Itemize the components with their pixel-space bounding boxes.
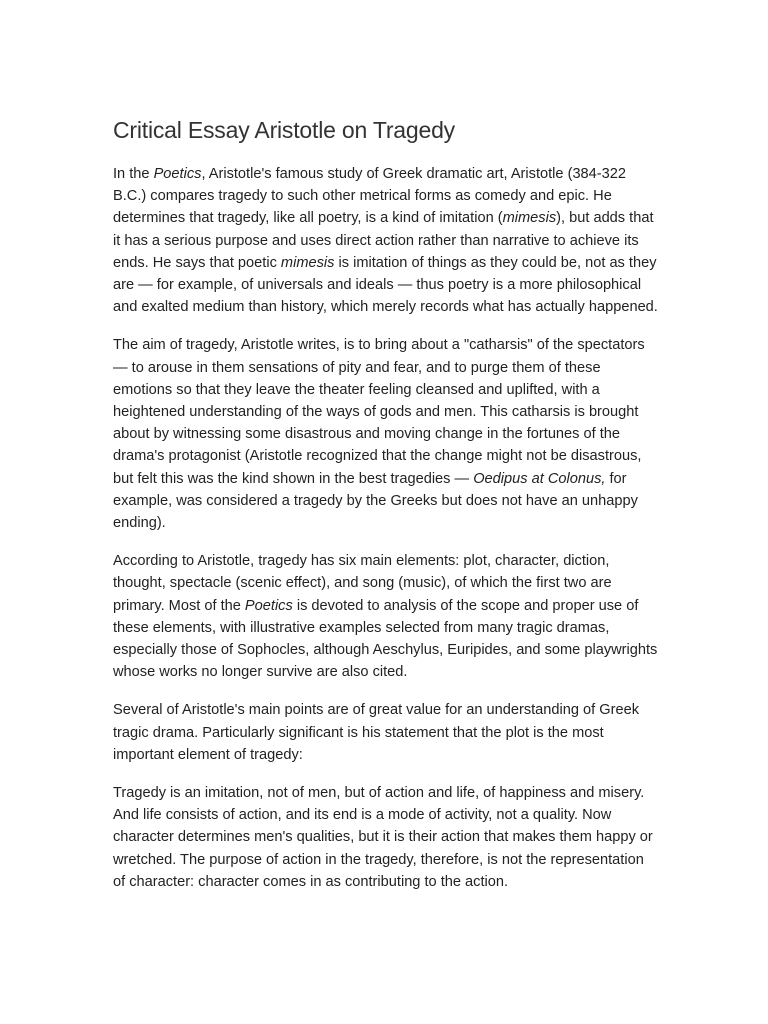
paragraph-4 — [113, 699, 658, 766]
paragraph-text: is imitation of things as they could be, not as they are — for example, of universals and ideals — thus poetry is a more philosophical and exalted medium than history, which merely records what has actually happened. — [113, 254, 658, 316]
paragraph-1 — [113, 163, 658, 318]
paragraph-text: According to Aristotle, tragedy has six main elements: plot, character, diction, thought, spectacle (scenic effect), and song (music), of which the first two are primary. Most of the — [113, 553, 612, 614]
page-title: Critical Essay Aristotle on Tragedy — [113, 117, 455, 143]
paragraph-text: ), but adds that it has a serious purpose and uses direct action rather than narrative to achieve its ends. He says that poetic — [113, 210, 654, 271]
paragraph-text: is devoted to analysis of the scope and proper use of these elements, with illustrative examples selected from many tragic dramas, especially those of Sophocles, although Aeschylus, Euripides, and some playwrights whose works no longer survive are also cited. — [113, 597, 658, 681]
paragraph-text: The aim of tragedy, Aristotle writes, is to bring about a "catharsis" of the spectators — to arouse in them sensations of pity and fear, and to purge them of these emotions so that they leave the theater feeling cleansed and uplifted, with a heightened understanding of the ways of gods and men. This catharsis is brought about by witnessing some disastrous and moving change in the fortunes of the drama's protagonist (Aristotle recognized that the change might not be disastrous, but felt this was the kind shown in the best tragedies — — [113, 337, 645, 487]
paragraph-text: Several of Aristotle's main points are of great value for an understanding of Greek tragic drama. Particularly significant is his statement that the plot is the most important element of tragedy: — [113, 702, 640, 763]
paragraph-text: In the — [113, 166, 154, 182]
paragraph-3 — [113, 550, 658, 683]
paragraph-text: for example, was considered a tragedy by the Greeks but does not have an unhappy ending). — [113, 470, 638, 532]
paragraph-text: Tragedy is an imitation, not of men, but of action and life, of happiness and misery. And life consists of action, and its end is a mode of activity, not a quality. Now character determines men's qualities, but it is their action that makes them happy or wretched. The purpose of action in the tragedy, therefore, is not the representation of character: character comes in as contributing to the action. — [113, 785, 653, 890]
term-emphasis: mimesis — [502, 210, 557, 227]
term-emphasis: mimesis — [280, 254, 335, 271]
paragraph-text: , Aristotle's famous study of Greek dramatic art, Aristotle (384-322 B.C.) compares tragedy to such other metrical forms as comedy and epic. He determines that tragedy, like all poetry, is a kind of imitation ( — [113, 166, 627, 227]
work-title-emphasis: Oedipus at Colonus, — [473, 470, 606, 487]
work-title-emphasis: Poetics — [244, 597, 293, 614]
paragraph-5-quotation — [113, 782, 658, 893]
essay-body — [113, 163, 658, 909]
paragraph-2 — [113, 334, 658, 534]
work-title-emphasis: Poetics — [153, 166, 202, 182]
